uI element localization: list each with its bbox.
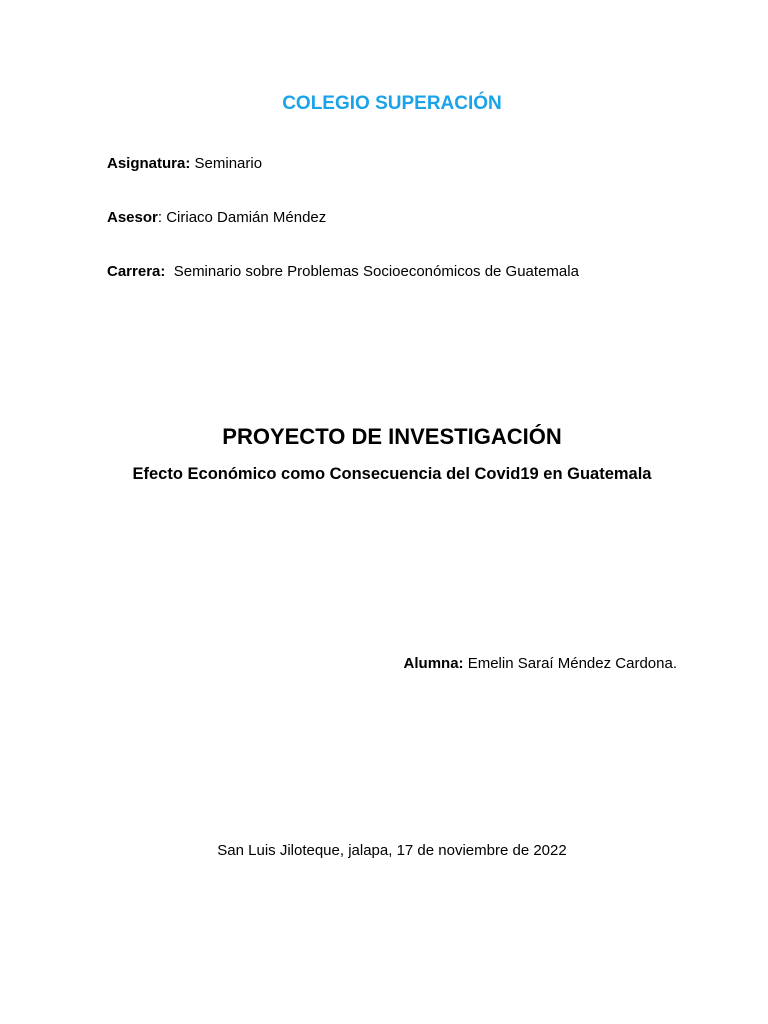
student-label: Alumna:: [403, 655, 464, 672]
field-asesor-value: Ciriaco Damián Méndez: [166, 209, 327, 226]
field-carrera: [107, 263, 579, 281]
field-asignatura-label: Asignatura:: [107, 155, 191, 172]
project-title: PROYECTO DE INVESTIGACIÓN: [222, 424, 562, 449]
field-asignatura: [107, 155, 262, 173]
field-carrera-label: Carrera:: [107, 263, 166, 280]
field-asesor-separator: :: [157, 209, 167, 226]
field-asesor-label: Asesor: [107, 209, 158, 226]
student-line: [404, 655, 677, 673]
school-name: COLEGIO SUPERACIÓN: [282, 93, 502, 114]
field-carrera-value: Seminario sobre Problemas Socioeconómicos de Guatemala: [173, 263, 579, 280]
field-asignatura-value: Seminario: [194, 155, 263, 172]
field-carrera-separator: [165, 263, 173, 280]
project-subtitle: Efecto Económico como Consecuencia del Covid19 en Guatemala: [132, 465, 652, 483]
place-date: San Luis Jiloteque, jalapa, 17 de noviembre de 2022: [217, 842, 567, 859]
field-asesor: [107, 209, 326, 227]
student-name: Emelin Saraí Méndez Cardona.: [467, 655, 677, 672]
